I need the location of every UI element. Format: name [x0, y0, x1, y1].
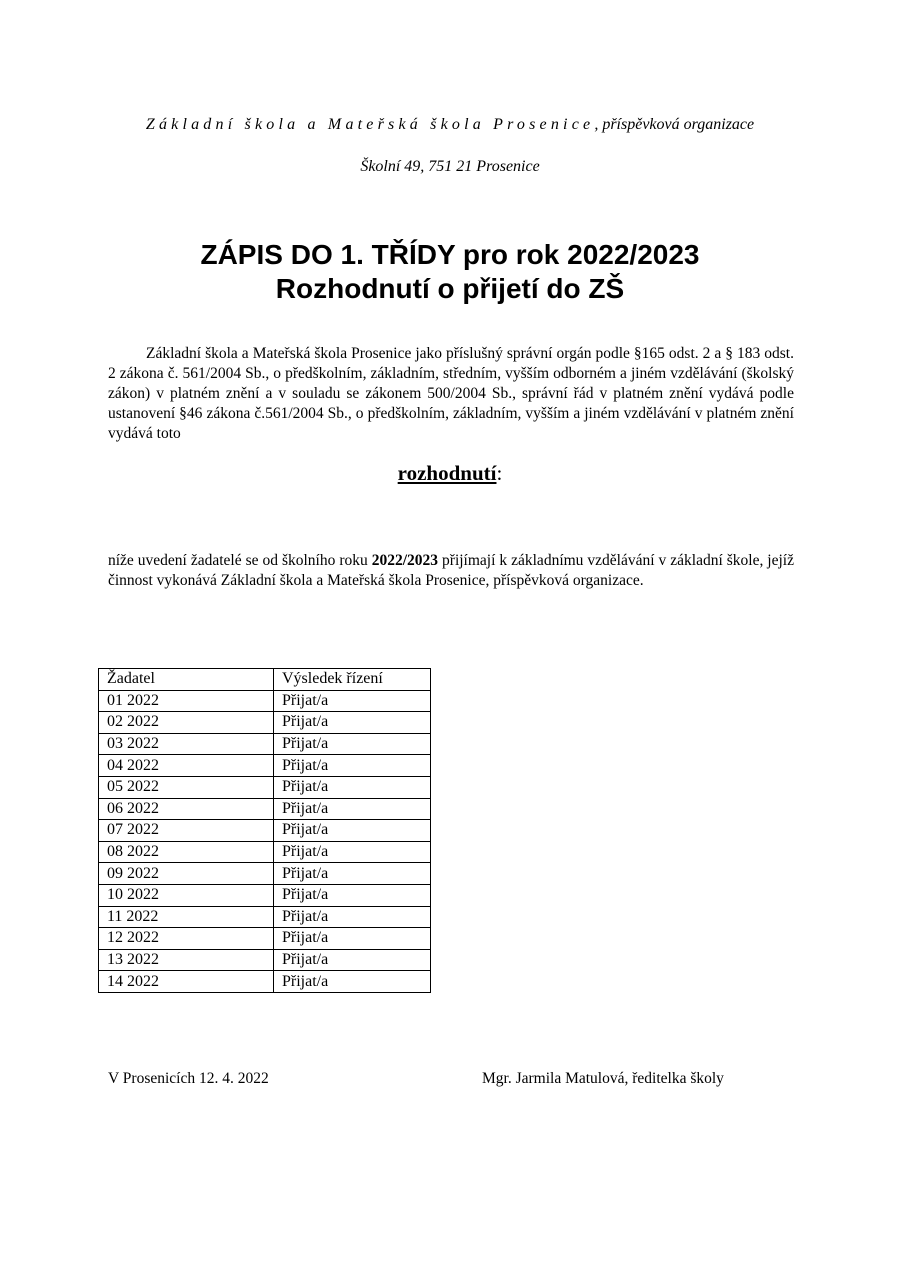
signature-line: Mgr. Jarmila Matulová, ředitelka školy — [482, 1070, 724, 1087]
applicant-id-cell: 13 2022 — [99, 949, 274, 971]
place-and-date: V Prosenicích 12. 4. 2022 — [108, 1070, 269, 1087]
applicant-id-cell: 08 2022 — [99, 841, 274, 863]
school-address: Školní 49, 751 21 Prosenice — [360, 158, 540, 175]
intro-text: Základní škola a Mateřská škola Prosenice jako příslušný správní orgán podle §165 odst. 2 a § 183 odst. 2 zákona č. 561/2004 Sb., o předškolním, základním, středním, vyšším odborném a jiném vzdělávání (školský zákon) v platném znění a v souladu se zákonem 500/2004 Sb., správní řád v platném znění vydává podle ustanovení §46 zákona č.561/2004 Sb., o předškolním, základním, vyšším a jiném vzdělávání v platném znění vydává toto — [108, 345, 794, 442]
result-cell: Přijat/a — [274, 733, 431, 755]
table-row — [99, 863, 431, 885]
result-cell: Přijat/a — [274, 690, 431, 712]
applicant-id-cell: 10 2022 — [99, 884, 274, 906]
applicant-id-cell: 07 2022 — [99, 820, 274, 842]
table-row — [99, 733, 431, 755]
result-cell: Přijat/a — [274, 863, 431, 885]
decision-school-year: 2022/2023 — [371, 552, 439, 569]
table-row — [99, 971, 431, 993]
applicant-id-cell: 05 2022 — [99, 776, 274, 798]
applicant-id-cell: 02 2022 — [99, 712, 274, 734]
school-legal-form: , příspěvková organizace — [594, 116, 755, 133]
column-header-result: Výsledek řízení — [274, 669, 431, 691]
decision-text-part2: přijímají k základnímu vzdělávání v základní škole, jejíž činnost vykonává Základní škola a Mateřská škola Prosenice, příspěvková organizace. — [108, 552, 794, 589]
result-cell: Přijat/a — [274, 906, 431, 928]
school-name: Základní škola a Mateřská škola Prosenice — [145, 116, 595, 133]
result-cell: Přijat/a — [274, 820, 431, 842]
table-row — [99, 906, 431, 928]
decision-word: rozhodnutí — [397, 461, 497, 485]
result-cell: Přijat/a — [274, 712, 431, 734]
results-table — [98, 668, 431, 993]
column-header-applicant: Žadatel — [99, 669, 274, 691]
table-row — [99, 820, 431, 842]
decision-text-part1: níže uvedení žadatelé se od školního roku — [108, 552, 372, 569]
applicant-id-cell: 14 2022 — [99, 971, 274, 993]
applicant-id-cell: 09 2022 — [99, 863, 274, 885]
table-row — [99, 949, 431, 971]
result-cell: Přijat/a — [274, 776, 431, 798]
title-line-2: Rozhodnutí o přijetí do ZŠ — [275, 273, 625, 304]
result-cell: Přijat/a — [274, 949, 431, 971]
table-row — [99, 798, 431, 820]
table-row — [99, 712, 431, 734]
table-row — [99, 776, 431, 798]
decision-colon: : — [496, 461, 503, 485]
result-cell: Přijat/a — [274, 755, 431, 777]
table-row — [99, 928, 431, 950]
decision-heading — [0, 461, 900, 486]
table-row — [99, 755, 431, 777]
result-cell: Přijat/a — [274, 928, 431, 950]
decision-paragraph — [108, 551, 794, 591]
intro-paragraph — [108, 344, 794, 444]
applicant-id-cell: 01 2022 — [99, 690, 274, 712]
table-header-row — [99, 669, 431, 691]
applicant-id-cell: 06 2022 — [99, 798, 274, 820]
result-cell: Přijat/a — [274, 884, 431, 906]
result-cell: Přijat/a — [274, 841, 431, 863]
applicant-id-cell: 03 2022 — [99, 733, 274, 755]
applicant-id-cell: 11 2022 — [99, 906, 274, 928]
document-title — [0, 238, 900, 306]
result-cell: Přijat/a — [274, 798, 431, 820]
applicant-id-cell: 04 2022 — [99, 755, 274, 777]
result-cell: Přijat/a — [274, 971, 431, 993]
table-row — [99, 690, 431, 712]
school-name-header — [0, 116, 900, 134]
title-line-1: ZÁPIS DO 1. TŘÍDY pro rok 2022/2023 — [200, 239, 700, 270]
applicant-id-cell: 12 2022 — [99, 928, 274, 950]
table-body — [99, 690, 431, 992]
table-row — [99, 841, 431, 863]
table-row — [99, 884, 431, 906]
